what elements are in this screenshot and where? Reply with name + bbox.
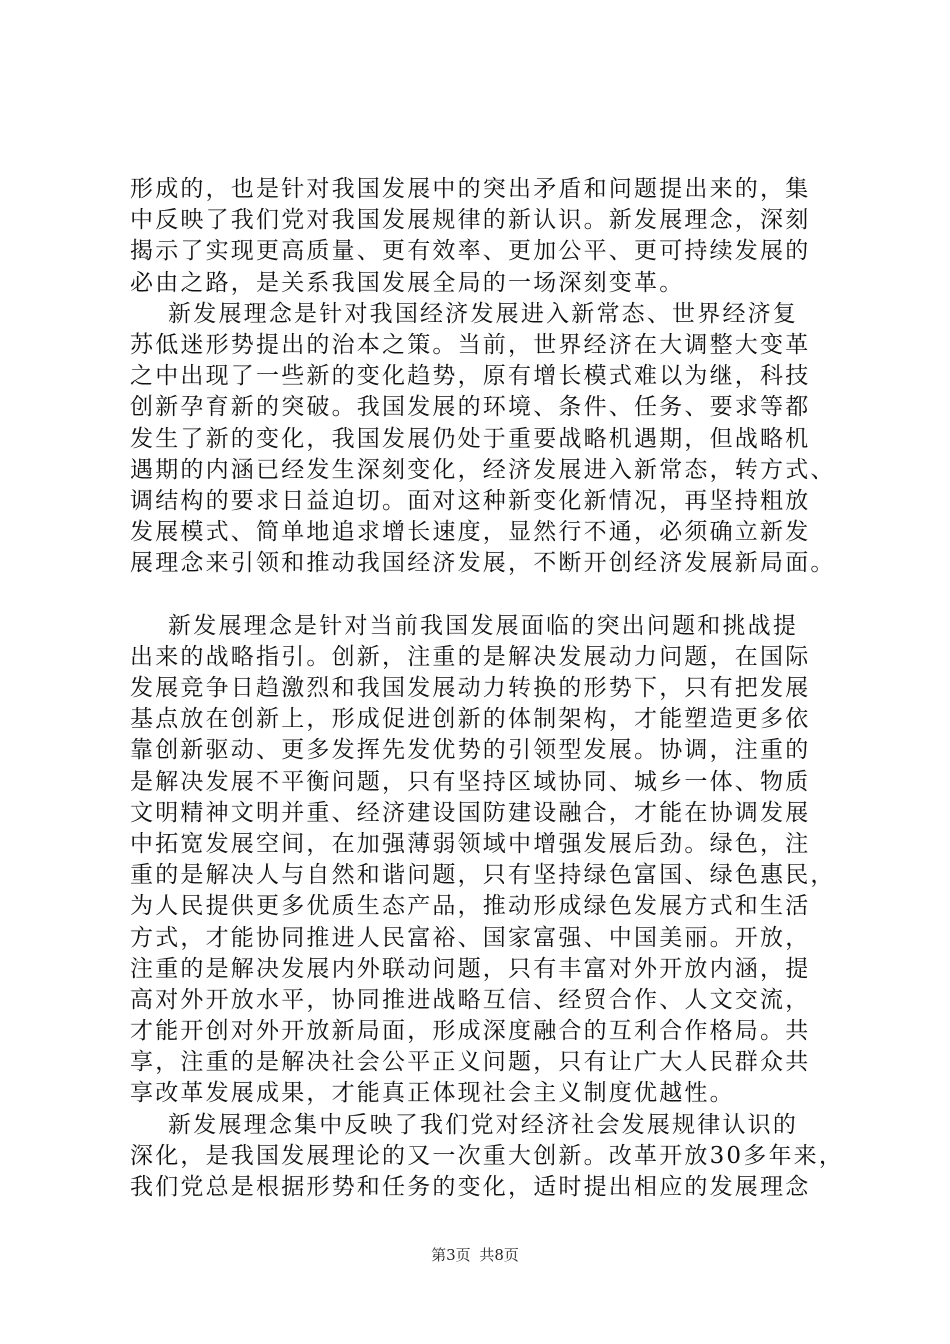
text-line: 高对外开放水平，协同推进战略互信、经贸合作、人文交流， (130, 986, 811, 1013)
text-line: 发展模式、简单地追求增长速度，显然行不通，必须确立新发 (130, 519, 811, 546)
text-line: 重的是解决人与自然和谐问题，只有坚持绿色富国、绿色惠民， (130, 862, 836, 889)
text-line: 中拓宽发展空间，在加强薄弱领域中增强发展后劲。绿色，注 (130, 830, 811, 857)
text-line: 是解决发展不平衡问题，只有坚持区域协同、城乡一体、物质 (130, 768, 811, 795)
document-body (130, 174, 845, 1203)
text-line: 发展竞争日趋激烈和我国发展动力转换的形势下，只有把发展 (130, 675, 811, 701)
text-line: 新发展理念集中反映了我们党对经济社会发展规律认识的 (130, 1111, 799, 1138)
text-line: 出来的战略指引。创新，注重的是解决发展动力问题，在国际 (130, 643, 811, 670)
text-line: 发生了新的变化，我国发展仍处于重要战略机遇期，但战略机 (130, 425, 811, 452)
text-line: 形成的，也是针对我国发展中的突出矛盾和问题提出来的，集 (130, 176, 811, 202)
text-line: 揭示了实现更高质量、更有效率、更加公平、更可持续发展的 (130, 238, 811, 265)
text-line: 必由之路，是关系我国发展全局的一场深刻变革。 (130, 269, 685, 296)
paragraph-1 (130, 174, 830, 299)
page-total: 共8页 (479, 1246, 519, 1264)
text-line: 靠创新驱动、更多发挥先发优势的引领型发展。协调，注重的 (130, 737, 811, 764)
text-line: 享改革发展成果，才能真正体现社会主义制度优越性。 (130, 1080, 735, 1107)
text-line: 苏低迷形势提出的治本之策。当前，世界经济在大调整大变革 (130, 331, 811, 358)
text-line: 为人民提供更多优质生态产品，推动形成绿色发展方式和生活 (130, 893, 811, 920)
text-line: 注重的是解决发展内外联动问题，只有丰富对外开放内涵，提 (130, 955, 811, 982)
paragraph-2 (130, 299, 836, 580)
text-line: 新发展理念是针对当前我国发展面临的突出问题和挑战提 (130, 612, 799, 639)
paragraph-4 (130, 1110, 845, 1204)
text-line: 中反映了我们党对我国发展规律的新认识。新发展理念，深刻 (130, 207, 811, 234)
text-line: 我们党总是根据形势和任务的变化，适时提出相应的发展理念 (130, 1174, 811, 1200)
text-line: 之中出现了一些新的变化趋势，原有增长模式难以为继，科技 (130, 363, 811, 390)
text-line: 调结构的要求日益迫切。面对这种新变化新情况，再坚持粗放 (130, 487, 811, 514)
text-line: 基点放在创新上，形成促进创新的体制架构，才能塑造更多依 (130, 706, 811, 733)
text-line: 深化，是我国发展理论的又一次重大创新。改革开放30多年来， (130, 1142, 845, 1169)
paragraph-spacer (130, 579, 830, 610)
text-line: 创新孕育新的突破。我国发展的环境、条件、任务、要求等都 (130, 394, 811, 421)
text-line: 方式，才能协同推进人民富裕、国家富强、中国美丽。开放， (130, 924, 811, 951)
page-number: 第3页 (431, 1246, 471, 1264)
text-line: 新发展理念是针对我国经济发展进入新常态、世界经济复 (130, 300, 799, 327)
text-line: 享，注重的是解决社会公平正义问题，只有让广大人民群众共 (130, 1049, 811, 1076)
text-line: 才能开创对外开放新局面，形成深度融合的互利合作格局。共 (130, 1018, 811, 1045)
text-line: 遇期的内涵已经发生深刻变化，经济发展进入新常态，转方式、 (130, 456, 836, 483)
text-line: 文明精神文明并重、经济建设国防建设融合，才能在协调发展 (130, 799, 811, 826)
paragraph-3 (130, 611, 836, 1110)
text-line: 展理念来引领和推动我国经济发展，不断开创经济发展新局面。 (130, 550, 836, 577)
page-footer (0, 1244, 950, 1265)
